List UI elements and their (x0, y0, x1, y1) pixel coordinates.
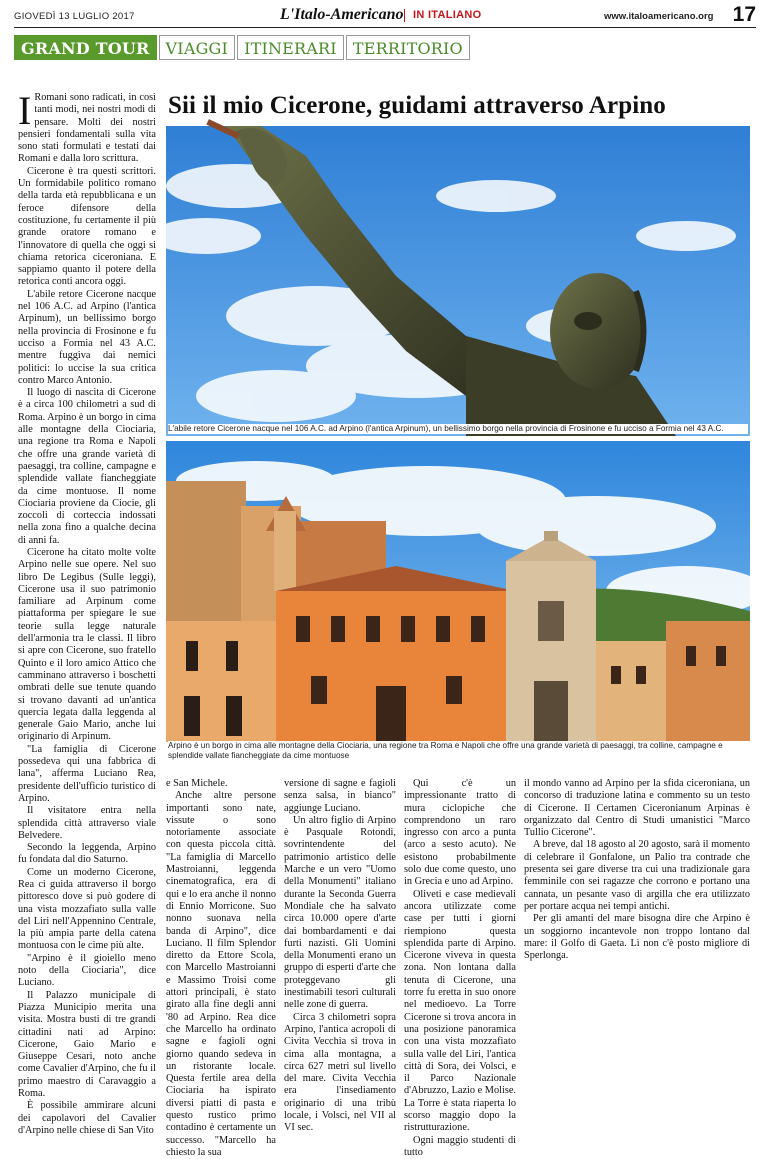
cicero-statue-image (166, 126, 750, 436)
article-column-1 (18, 88, 156, 1136)
paragraph: Anche altre persone importanti sono nate, vissute o sono notoriamente associate con questa piccola città. "La famiglia di Marcello Mastroianni, leggenda cinematografica, era di qui e lo era anche il nonno di Ennio Morricone. Suo nonno suonava nella banda di Arpino", dice Luciano. Il film Splendor diretto da Ettore Scola, con Marcello Mastroianni e Massimo Troisi come attori principali, è stato girato alla fine degli anni '80 ad Arpino. Rea dice che Marcello ha ordinato sagne e fagioli ogni giorno quando sedeva in un ristorante locale. Questa fertile area della Ciociaria ha ispirato diversi piatti di pasta e questo rustico primo contadino è certamente un successo. "Marcello ha chiesto la sua (166, 790, 276, 1158)
paragraph: Il luogo di nascita di Cicerone è a circa 100 chilometri a sud di Roma. Arpino è un borgo in cima alle montagne della Ciociaria, una regione tra Roma e Napoli che offre una grande varietà di paesaggi, tra colline, campagne e splendide vallate fiancheggiate da cime montuose. Il nome Ciociaria proviene da Ciocie, gli zoccoli di corteccia indossati nella zona fino a qualche decina di anni fa. (18, 387, 156, 546)
paragraph: Ogni maggio studenti di tutto (404, 1134, 516, 1158)
paragraph: "Arpino è il gioiello meno noto della Ciociaria", dice Luciano. (18, 952, 156, 989)
arpino-town-image (166, 441, 750, 742)
paragraph: versione di sagne e fagioli senza salsa, in bianco" aggiunge Luciano. (284, 778, 396, 814)
paragraph: "La famiglia di Cicerone possedeva qui una fabbrica di lana", afferma Luciano Rea, presidente dell'ufficio turistico di Arpino. (18, 743, 156, 804)
paragraph: il mondo vanno ad Arpino per la sfida ciceroniana, un concorso di traduzione latina e commento su un testo di Cicerone. Il Certamen Ciceronianum Arpinas è organizzato dal Centro di Studi umanistici "Marco Tullio Cicerone". (524, 778, 750, 839)
article-column-5 (524, 778, 750, 1072)
statue-caption: L'abile retore Cicerone nacque nel 106 A.C. ad Arpino (l'antica Arpinum), un bellissimo borgo nella provincia di Frosinone e fu ucciso a Formia nel 43 A.C. (168, 424, 748, 434)
tab-viaggi[interactable]: VIAGGI (159, 35, 236, 60)
article-headline: Sii il mio Cicerone, guidami attraverso Arpino (168, 92, 666, 119)
paragraph: Il visitatore entra nella splendida città attraverso viale Belvedere. (18, 805, 156, 841)
tab-itinerari[interactable]: ITINERARI (237, 35, 344, 60)
paragraph: A breve, dal 18 agosto al 20 agosto, sarà il momento di celebrare il Gonfalone, un Palio tra contrade che presenta sei gare diverse tra cui una tradizionale gara femminile con sei ragazze che corrono e portano una cannata, un pesante vaso di argilla che era utilizzato per portare acqua nei tempi antichi. (524, 839, 750, 912)
article-column-4 (404, 778, 516, 1158)
paragraph: e San Michele. (166, 778, 228, 789)
paragraph: Qui c'è un impressionante tratto di mura ciclopiche che comprendono un raro ingresso con arco a punta (arco a sesto acuto). Ne esistono probabilmente solo due come questo, uno in Grecia e uno ad Arpino. (404, 778, 516, 888)
article-column-3 (284, 778, 396, 1134)
drop-cap: I (18, 88, 32, 133)
paragraph: Cicerone è tra questi scrittori. Un formidabile politico romano della tarda età repubblicana e un feroce difensore della costituzione, fu certamente il più grande oratore romano e l'innovatore di quella che oggi si chiama retorica ciceroniana. E sappiamo quanto il potere della retorica conti ancora oggi. (18, 165, 156, 288)
masthead-divider (404, 9, 405, 22)
paragraph: Per gli amanti del mare bisogna dire che Arpino è un soggiorno incantevole non troppo lontano dal mare: il Golfo di Gaeta. Lì non c'è posto migliore di Sperlonga. (524, 913, 750, 962)
paragraph: Il Palazzo municipale di Piazza Municipio merita una visita. Mostra busti di tre grandi cittadini nati ad Arpino: Cicerone, Gaio Mario e Giuseppe Cesari, noto anche come Cavalier d'Arpino, che fu il primo maestro di Caravaggio a Roma. (18, 989, 156, 1100)
article-column-2 (166, 778, 276, 1158)
paragraph: Circa 3 chilometri sopra Arpino, l'antica acropoli di Civita Vecchia si trova in cima alla montagna, a circa 627 metri sul livello del mare. Civita Vecchia era l'insediamento originario di una tribù locale, i Volsci, nel VII al VI sec. (284, 1011, 396, 1134)
website-url[interactable]: www.italoamericano.org (604, 11, 714, 22)
paragraph: Un altro figlio di Arpino è Pasquale Rotondi, sovrintendente del patrimonio artistico delle Marche e un vero "Uomo della Monumenti" italiano durante la Seconda Guerra Mondiale che ha salvato circa 10.000 opere d'arte dai bombardamenti e dai furti nazisti. Gli Uomini della Monumenti erano un gruppo di esperti d'arte che proteggevano gli inestimabili tesori culturali nelle zone di guerra. (284, 814, 396, 1011)
issue-date: GIOVEDÌ 13 LUGLIO 2017 (14, 11, 135, 22)
statue-photo (166, 126, 750, 436)
paragraph: Come un moderno Cicerone, Rea ci guida attraverso il borgo pittoresco dove si può godere di una vista mozzafiato sulla valle del Liri nell'Appennino Centrale, la più ampia parte della catena montuosa con le cime più alte. (18, 866, 156, 952)
paragraph: È possibile ammirare alcuni dei capolavori del Cavalier d'Arpino nelle chiese di San Vito (18, 1100, 156, 1136)
tab-grand-tour[interactable]: GRAND TOUR (14, 35, 157, 60)
section-label: IN ITALIANO (413, 9, 482, 21)
town-photo (166, 441, 750, 742)
paragraph: L'abile retore Cicerone nacque nel 106 A.C. ad Arpino (l'antica Arpinum), un bellissimo borgo nella provincia di Frosinone e fu ucciso a Formia nel 43 A.C. mentre fuggiva dai nemici politici: lo uccise la sua critica contro Marco Antonio. (18, 288, 156, 386)
page-number: 17 (732, 3, 756, 26)
paragraph: I Romani sono radicati, in così tanti modi, nei nostri modi di pensare. Molti dei nostri pensieri fondamentali sulla vita sono stati formulati e testati dai Romani e dalla loro scrittura. (18, 88, 156, 165)
town-caption: Arpino è un borgo in cima alle montagne della Ciociaria, una regione tra Roma e Napoli che offre una grande varietà di paesaggi, tra colline, campagne e splendide vallate fiancheggiate da cime montuose (168, 741, 750, 761)
paragraph: Cicerone ha citato molte volte Arpino nelle sue opere. Nel suo libro De Legibus (Sulle leggi), Cicerone usa il suo patrimonio familiare ad Arpinum come piattaforma per spiegare le sue teorie sulla legge naturale dell'armonia tra le classi. Il libro si apre con Cicerone, suo fratello Quinto e il loro amico Attico che camminano attraverso i boschetti ombrati delle sue tenute quando si trovano davanti ad un'antica quercia legata dalla leggenda al generale Gaio Mario, anche lui originario di Arpinum. (18, 546, 156, 743)
newspaper-logo: L'Italo-Americano (280, 6, 404, 23)
paragraph: Oliveti e case medievali ancora utilizzate come case per tutti i giorni riempiono questa splendida parte di Arpino. Cicerone viveva in questa zona. Non lontana dalla tenuta di Cicerone, una torre fu eretta in suo onore nel medioevo. La Torre Cicerone si trova ancora in una posizione panoramica con una vista mozzafiato sulla valle del Liri, l'antica città di Sora, dei Volsci, e il Parco Nazionale d'Abruzzo, Lazio e Molise. La Torre è stata riaperta lo scorso maggio dopo la ristrutturazione. (404, 888, 516, 1134)
paragraph: Secondo la leggenda, Arpino fu fondata dal dio Saturno. (18, 842, 156, 866)
section-tabs (14, 35, 472, 60)
tab-territorio[interactable]: TERRITORIO (346, 35, 470, 60)
masthead (14, 4, 756, 28)
